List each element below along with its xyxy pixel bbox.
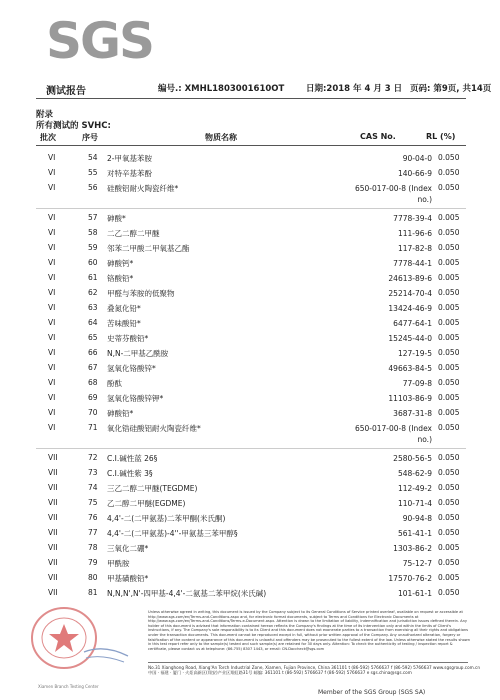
cas-number-cell: 24613-89-6: [388, 274, 432, 283]
batch-cell: VII: [48, 483, 58, 492]
rl-cell: 0.005: [438, 363, 460, 372]
batch-cell: VI: [48, 303, 56, 312]
report-number: 编号.: XMHL1803001610OT: [158, 84, 285, 94]
seq-cell: 56: [88, 183, 98, 192]
seq-cell: 65: [88, 333, 98, 342]
seq-cell: 69: [88, 393, 98, 402]
substance-name-cell: 叠氮化铅*: [107, 304, 141, 313]
sgs-member-note: Member of the SGS Group (SGS SA): [318, 689, 426, 696]
substance-name-cell: 酚酞: [107, 379, 122, 388]
cas-number-cell: 110-71-4: [397, 499, 432, 508]
cas-number-cell: 6477-64-1: [393, 319, 432, 328]
table-header-divider: [36, 145, 466, 146]
substance-name-cell: 氧化锆硅酸铝耐火陶瓷纤维*: [107, 424, 201, 433]
cas-number-cell: 650-017-00-8 (Index no.): [354, 184, 432, 204]
page-number: 页码: 第9页, 共14页: [410, 84, 492, 94]
group-divider: [36, 208, 466, 209]
col-name-header: 物质名称: [205, 133, 237, 142]
report-title: 测试报告: [46, 86, 86, 97]
substance-name-cell: 砷酸钙*: [107, 259, 134, 268]
rl-cell: 0.005: [438, 543, 460, 552]
rl-cell: 0.050: [438, 588, 460, 597]
seq-cell: 81: [88, 588, 98, 597]
substance-name-cell: 砷酸*: [107, 214, 126, 223]
sgs-stamp: [24, 604, 134, 674]
rl-cell: 0.050: [438, 528, 460, 537]
rl-cell: 0.050: [438, 468, 460, 477]
seq-cell: 73: [88, 468, 98, 477]
batch-cell: VI: [48, 213, 56, 222]
batch-cell: VII: [48, 573, 58, 582]
seq-cell: 60: [88, 258, 98, 267]
substance-name-cell: 对特辛基苯酚: [107, 169, 152, 178]
cas-number-cell: 3687-31-8: [393, 409, 432, 418]
seq-cell: 63: [88, 303, 98, 312]
col-cas-header: CAS No.: [360, 132, 396, 141]
batch-cell: VI: [48, 228, 56, 237]
substance-name-cell: 甲酰胺: [107, 559, 130, 568]
batch-cell: VI: [48, 273, 56, 282]
seq-cell: 54: [88, 153, 98, 162]
col-batch-header: 批次: [40, 133, 56, 142]
cas-number-cell: 117-82-8: [397, 244, 432, 253]
seq-cell: 61: [88, 273, 98, 282]
substance-name-cell: N,N,N',N'-四甲基-4,4'-二氨基二苯甲烷(米氏碱): [107, 589, 267, 598]
cas-number-cell: 548-62-9: [397, 469, 432, 478]
rl-cell: 0.050: [438, 288, 460, 297]
batch-cell: VII: [48, 558, 58, 567]
batch-cell: VI: [48, 318, 56, 327]
cas-number-cell: 127-19-5: [397, 349, 432, 358]
batch-cell: VI: [48, 288, 56, 297]
seq-cell: 74: [88, 483, 98, 492]
seq-cell: 75: [88, 498, 98, 507]
seq-cell: 76: [88, 513, 98, 522]
substance-name-cell: 邻苯二甲酸二甲氧基乙酯: [107, 244, 190, 253]
seq-cell: 77: [88, 528, 98, 537]
rl-cell: 0.005: [438, 273, 460, 282]
cas-number-cell: 13424-46-9: [388, 304, 432, 313]
rl-cell: 0.050: [438, 498, 460, 507]
substance-name-cell: 甲醛与苯胺的低聚物: [107, 289, 175, 298]
batch-cell: VII: [48, 543, 58, 552]
cas-number-cell: 140-66-9: [397, 169, 432, 178]
sgs-logo: [46, 12, 154, 70]
cas-number-cell: 7778-39-4: [393, 214, 432, 223]
batch-cell: VII: [48, 513, 58, 522]
rl-cell: 0.050: [438, 153, 460, 162]
substance-name-cell: 氢氧化铬酸锌钾*: [107, 394, 164, 403]
cas-number-cell: 49663-84-5: [388, 364, 432, 373]
cas-number-cell: 2580-56-5: [393, 454, 432, 463]
rl-cell: 0.050: [438, 228, 460, 237]
rl-cell: 0.005: [438, 333, 460, 342]
rl-cell: 0.005: [438, 573, 460, 582]
rl-cell: 0.005: [438, 303, 460, 312]
seq-cell: 80: [88, 573, 98, 582]
batch-cell: VII: [48, 468, 58, 477]
rl-cell: 0.005: [438, 213, 460, 222]
rl-cell: 0.050: [438, 243, 460, 252]
cas-number-cell: 25214-70-4: [388, 289, 432, 298]
rl-cell: 0.050: [438, 513, 460, 522]
seq-cell: 78: [88, 543, 98, 552]
svhc-subtitle: 所有测试的 SVHC:: [36, 121, 111, 131]
report-date: 日期:2018 年 4 月 3 日: [306, 84, 403, 94]
cas-number-cell: 90-94-8: [402, 514, 432, 523]
seq-cell: 67: [88, 363, 98, 372]
substance-name-cell: C.I.碱性蓝 26§: [107, 454, 158, 463]
batch-cell: VI: [48, 153, 56, 162]
rl-cell: 0.050: [438, 183, 460, 192]
substance-name-cell: 二乙二醇二甲醚: [107, 229, 160, 238]
substance-name-cell: 苦味酸铅*: [107, 319, 141, 328]
rl-cell: 0.050: [438, 168, 460, 177]
batch-cell: VII: [48, 498, 58, 507]
appendix-heading: 附录: [36, 110, 54, 120]
cas-number-cell: 75-12-7: [402, 559, 432, 568]
header-divider: [36, 98, 466, 99]
seq-cell: 72: [88, 453, 98, 462]
col-rl-header: RL (%): [426, 132, 456, 141]
seq-cell: 66: [88, 348, 98, 357]
substance-name-cell: 三氧化二硼*: [107, 544, 149, 553]
cas-number-cell: 101-61-1: [397, 589, 432, 598]
cas-number-cell: 15245-44-0: [388, 334, 432, 343]
footer-disclaimer: Unless otherwise agreed in writing, this document is issued by the Company subject to its General Conditions of Service printed overleaf, available on request or accessible at http://www.sgs.com/en/Terms-and-Conditions.aspx and, for electronic format documents, subject to Terms and Conditions for Electronic Documents at http://www.sgs.com/en/Terms-and-Conditions/Terms-e-Document.aspx. Attention is drawn to the limitation of liability, indemnification and jurisdiction issues defined therein. Any holder of this document is advised that information contained hereon reflects the Company's findings at the time of its intervention only and within the limits of Client's instructions, if any. The Company's sole responsibility is to its Client and this document does not exonerate parties to a transaction from exercising all their rights and obligations under the transaction documents. This document cannot be reproduced except in full, without prior written approval of the Company. Any unauthorized alteration, forgery or falsification of the content or appearance of this document is unlawful and offenders may be prosecuted to the fullest extent of the law. Unless otherwise stated the results shown in this test report refer only to the sample(s) tested and such sample(s) are retained for 30 days only. Attention: To check the authenticity of testing / inspection report & certificate, please contact us at telephone: (86-755) 8307 1443, or email: CN.Doccheck@sgs.com: [148, 610, 471, 651]
batch-cell: VI: [48, 393, 56, 402]
batch-cell: VI: [48, 183, 56, 192]
col-seq-header: 序号: [82, 133, 98, 142]
batch-cell: VII: [48, 588, 58, 597]
cas-number-cell: 7778-44-1: [393, 259, 432, 268]
seq-cell: 64: [88, 318, 98, 327]
cas-number-cell: 112-49-2: [397, 484, 432, 493]
svg-text:SGS: SGS: [46, 12, 154, 70]
cas-number-cell: 11103-86-9: [388, 394, 432, 403]
batch-cell: VI: [48, 243, 56, 252]
cas-number-cell: 77-09-8: [402, 379, 432, 388]
batch-cell: VI: [48, 378, 56, 387]
footer-address: [148, 662, 481, 676]
rl-cell: 0.050: [438, 453, 460, 462]
rl-cell: 0.050: [438, 378, 460, 387]
address-cn: 中国 · 福建 · 厦门 · 火炬高新区(翔安)产业区翔虹路31号 邮编: 361101 t (86-592) 5766637 f (86-592) 5766637 e sgs.china@sgs.com: [148, 670, 412, 675]
seq-cell: 55: [88, 168, 98, 177]
rl-cell: 0.005: [438, 393, 460, 402]
cas-number-cell: 90-04-0: [402, 154, 432, 163]
batch-cell: VII: [48, 528, 58, 537]
cas-number-cell: 650-017-00-8 (Index no.): [354, 424, 432, 444]
substance-name-cell: 砷酸铅*: [107, 409, 134, 418]
substance-name-cell: 4,4'-二(二甲氨基)二苯甲酮(米氏酮): [107, 514, 226, 523]
substance-name-cell: 氢氧化铬酸锌*: [107, 364, 156, 373]
batch-cell: VI: [48, 333, 56, 342]
batch-cell: VI: [48, 408, 56, 417]
group-divider: [36, 448, 466, 449]
batch-cell: VII: [48, 453, 58, 462]
batch-cell: VI: [48, 348, 56, 357]
rl-cell: 0.005: [438, 318, 460, 327]
address-en: No.31 Xianghong Road, Xiang'An Torch Industrial Zone, Xiamen, Fujian Province, China 361101 t (86-592) 5766637 f (86-592) 5766637 www.sgsgroup.com.cn: [148, 665, 481, 670]
substance-name-cell: 4,4'-二(二甲氨基)-4''-甲氨基三苯甲醇§: [107, 529, 238, 538]
substance-name-cell: 2-甲氧基苯胺: [107, 154, 152, 163]
substance-name-cell: N,N-二甲基乙酰胺: [107, 349, 169, 358]
cas-number-cell: 561-41-1: [397, 529, 432, 538]
rl-cell: 0.005: [438, 258, 460, 267]
batch-cell: VI: [48, 168, 56, 177]
substance-name-cell: 乙二醇二甲醚(EGDME): [107, 499, 186, 508]
batch-cell: VI: [48, 363, 56, 372]
cas-number-cell: 1303-86-2: [393, 544, 432, 553]
seq-cell: 79: [88, 558, 98, 567]
seq-cell: 57: [88, 213, 98, 222]
rl-cell: 0.050: [438, 348, 460, 357]
substance-name-cell: 硅酸铝耐火陶瓷纤维*: [107, 184, 179, 193]
substance-name-cell: C.I.碱性紫 3§: [107, 469, 153, 478]
batch-cell: VI: [48, 423, 56, 432]
batch-cell: VI: [48, 258, 56, 267]
cas-number-cell: 111-96-6: [397, 229, 432, 238]
seq-cell: 62: [88, 288, 98, 297]
substance-name-cell: 史蒂芬酸铅*: [107, 334, 149, 343]
rl-cell: 0.050: [438, 423, 460, 432]
rl-cell: 0.050: [438, 483, 460, 492]
seq-cell: 59: [88, 243, 98, 252]
rl-cell: 0.005: [438, 408, 460, 417]
rl-cell: 0.050: [438, 558, 460, 567]
seq-cell: 68: [88, 378, 98, 387]
report-header: [46, 82, 492, 97]
seq-cell: 70: [88, 408, 98, 417]
substance-name-cell: 三乙二醇二甲醚(TEGDME): [107, 484, 198, 493]
substance-name-cell: 铬酸铅*: [107, 274, 134, 283]
stamp-label: Xiamen Branch Testing Center: [38, 684, 99, 689]
seq-cell: 71: [88, 423, 98, 432]
substance-name-cell: 甲基磺酸铅*: [107, 574, 149, 583]
cas-number-cell: 17570-76-2: [388, 574, 432, 583]
seq-cell: 58: [88, 228, 98, 237]
